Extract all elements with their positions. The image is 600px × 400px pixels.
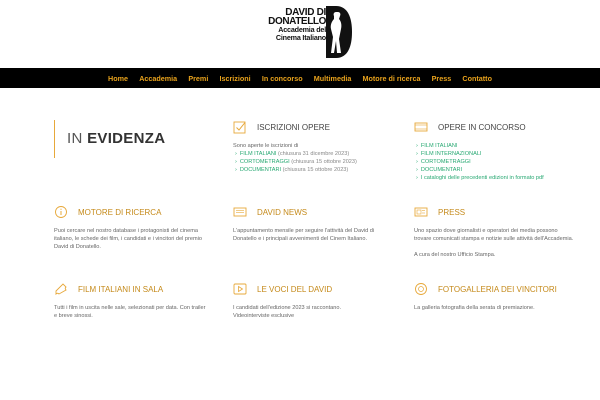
in-evidenza-light: IN	[67, 130, 88, 147]
sala-text: Tutti i film in uscita nelle sale, selezionati per data. Con trailer e breve sinossi.	[54, 305, 206, 319]
nav-item-home[interactable]: Home	[108, 73, 128, 83]
checkbox-icon	[233, 120, 247, 134]
motore-text: Puoi cercare nel nostro database i protagonisti del cinema italiano, le schede dei film, i candidati e i vincitori del premio David di Donatello.	[54, 228, 202, 250]
iscrizioni-intro: Sono aperte le iscrizioni di	[233, 143, 299, 149]
site-header	[0, 0, 600, 68]
iscrizioni-note: (chiusura 31 dicembre 2023)	[276, 151, 350, 157]
list-item	[416, 166, 544, 174]
logo-line-3: Accademia del	[278, 25, 326, 34]
nav-item-press[interactable]: Press	[431, 73, 452, 83]
in-evidenza-bold: EVIDENZA	[87, 130, 166, 147]
film-reel-icon	[414, 120, 428, 134]
logo-line-1: DAVID DI	[285, 7, 326, 18]
concorso-link-cortometraggi[interactable]: CORTOMETRAGGI	[420, 159, 471, 165]
main-nav	[0, 68, 600, 88]
concorso-link-film-internazionali[interactable]: FILM INTERNAZIONALI	[420, 151, 482, 157]
chevron-right-icon: ›	[235, 159, 237, 165]
motore-title[interactable]: MOTORE DI RICERCA	[78, 208, 162, 217]
iscrizioni-link-cortometraggi[interactable]: CORTOMETRAGGI	[239, 159, 290, 165]
chevron-right-icon: ›	[235, 151, 237, 157]
nav-item-premi[interactable]: Premi	[188, 73, 209, 83]
press-text: Uno spazio dove giornalisti e operatori dei media possono trovare comunicati stampa e notizie sulle attività dell'Accademia.	[414, 228, 574, 242]
camera-lens-icon	[414, 282, 428, 296]
chevron-right-icon: ›	[416, 159, 418, 165]
concorso-link-documentari[interactable]: DOCUMENTARI	[420, 167, 463, 173]
nav-item-multimedia[interactable]: Multimedia	[313, 73, 352, 83]
document-icon	[414, 205, 428, 219]
list-item	[235, 158, 357, 166]
newspaper-icon	[233, 205, 247, 219]
iscrizioni-list	[235, 150, 357, 174]
chevron-right-icon: ›	[416, 167, 418, 173]
in-evidenza-block	[54, 120, 164, 158]
news-text: L'appuntamento mensile per seguire l'attività del David di Donatello e i principali avvenimenti del Cinem Italiano.	[233, 228, 375, 242]
play-icon	[233, 282, 247, 296]
chevron-right-icon: ›	[416, 151, 418, 157]
nav-item-in-concorso[interactable]: In concorso	[261, 73, 303, 83]
nav-item-contatto[interactable]: Contatto	[462, 73, 492, 83]
david-statuette-logo-icon	[326, 6, 352, 58]
concorso-link-cataloghi[interactable]: I cataloghi delle precedenti edizioni in formato pdf	[420, 175, 544, 181]
press-title[interactable]: PRESS	[438, 208, 466, 217]
logo-line-4: Cinema Italiano	[275, 33, 326, 42]
chevron-right-icon: ›	[416, 143, 418, 149]
voci-text: I candidati dell'edizione 2023 si raccontano. Videointerviste esclusive	[233, 305, 342, 319]
nav-item-motore-di-ricerca[interactable]: Motore di ricerca	[362, 73, 421, 83]
list-item	[416, 174, 544, 182]
list-item	[416, 158, 544, 166]
iscrizioni-link-documentari[interactable]: DOCUMENTARI	[239, 167, 282, 173]
iscrizioni-title: ISCRIZIONI OPERE	[257, 123, 330, 132]
galleria-text: La galleria fotografia della serata di premiazione.	[414, 305, 535, 311]
news-title[interactable]: DAVID NEWS	[257, 208, 308, 217]
nav-item-accademia[interactable]: Accademia	[139, 73, 178, 83]
iscrizioni-note: (chiusura 15 ottobre 2023)	[289, 159, 357, 165]
voci-title[interactable]: LE VOCI DEL DAVID	[257, 285, 333, 294]
info-icon	[54, 205, 68, 219]
press-text-2: A cura del nostro Ufficio Stampa.	[414, 252, 496, 258]
galleria-title[interactable]: FOTOGALLERIA DEI VINCITORI	[438, 285, 557, 294]
ticket-icon	[54, 282, 68, 296]
concorso-list	[416, 142, 544, 182]
concorso-link-film-italiani[interactable]: FILM ITALIANI	[420, 143, 458, 149]
sala-title[interactable]: FILM ITALIANI IN SALA	[78, 285, 164, 294]
chevron-right-icon: ›	[416, 175, 418, 181]
list-item	[416, 150, 544, 158]
in-evidenza-heading	[67, 130, 165, 147]
logo-text	[264, 8, 326, 42]
iscrizioni-note: (chiusura 15 ottobre 2023)	[281, 167, 349, 173]
list-item	[235, 150, 357, 158]
nav-item-iscrizioni[interactable]: Iscrizioni	[219, 73, 251, 83]
iscrizioni-link-film-italiani[interactable]: FILM ITALIANI	[239, 151, 277, 157]
list-item	[235, 166, 357, 174]
list-item	[416, 142, 544, 150]
concorso-title: OPERE IN CONCORSO	[438, 123, 526, 132]
logo[interactable]	[264, 6, 354, 58]
logo-line-2: DONATELLO	[268, 16, 326, 27]
nav-items	[0, 68, 600, 88]
chevron-right-icon: ›	[235, 167, 237, 173]
